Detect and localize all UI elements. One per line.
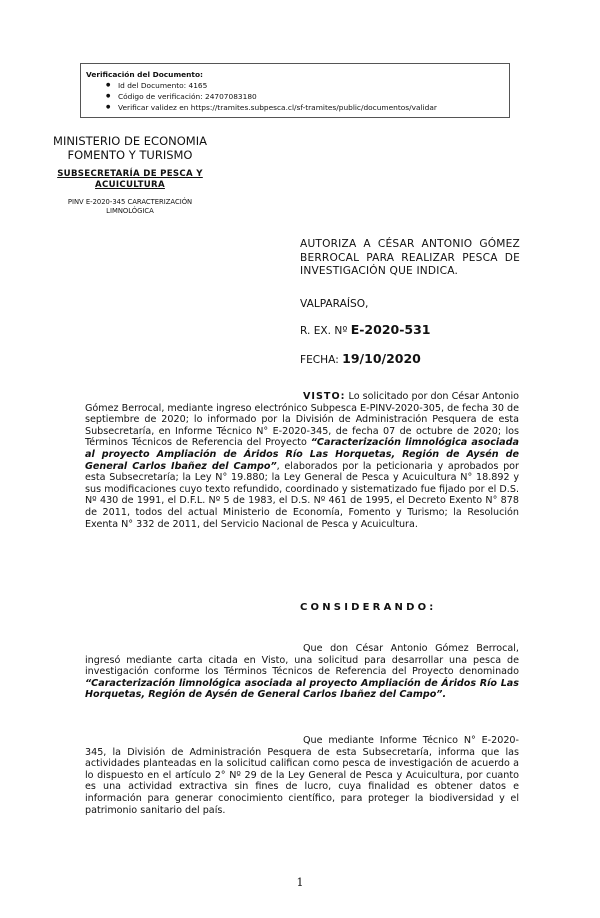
resolution-value: E-2020-531 [350, 322, 431, 337]
verification-url: ● Verificar validez en https://tramites.subpesca.cl/sf-tramites/public/documentos/validar [118, 102, 509, 113]
para2-text: Que mediante Informe Técnico N° E-2020-345, la División de Administración Pesquera de esta Subsecretaría, informa que las actividades planteadas en la solicitud califican como pesca de investigación de acuerdo a lo dispuesto en el artículo 2° Nº 29 de la Ley General de Pesca y Acuicultura, por cuanto es una actividad extractiva sin fines de lucro, cuya finalidad es obtener datos e información para generar conocimiento científico, para proteger la biodiversidad y el patrimonio sanitario del país. [85, 735, 519, 816]
visto-project-name: “Caracterización limnológica asociada al proyecto Ampliación de Áridos Río Las Horquetas, Región de Aysén de General Carlos Ibañez del Campo” [85, 437, 519, 472]
visto-section [85, 391, 519, 530]
verification-id: ● Id del Documento: 4165 [118, 80, 509, 91]
para1-text-a: Que don César Antonio Gómez Berrocal, ingresó mediante carta citada en Visto, una solicitud para desarrollar una pesca de investigación conforme los Términos Técnicos de Referencia del Proyecto denominado [85, 643, 519, 678]
para1-project-name: “Caracterización limnológica asociada al proyecto Ampliación de Áridos Río Las Horquetas, Región de Aysén de General Carlos Ibañez del Campo”. [85, 677, 519, 701]
resolution-label: R. EX. Nº [300, 325, 348, 337]
considerando-heading: CONSIDERANDO: [300, 602, 437, 613]
visto-text-a: Lo solicitado por don César Antonio Gómez Berrocal, mediante ingreso electrónico Subpesca E-PINV-2020-305, de fecha 30 de septiembre de 2020; lo informado por la División de Administración Pesquera de esta Subsecretaría, en Informe Técnico N° E-2020-345, de fecha 07 de octubre de 2020; los Términos Técnicos de Referencia del Proyecto [85, 391, 519, 449]
ministry-line-2: FOMENTO Y TURISMO [67, 148, 193, 162]
considerando-paragraph-1 [85, 643, 519, 701]
page-number: 1 [296, 876, 304, 889]
verification-box [80, 63, 510, 118]
verification-code: ● Código de verificación: 24707083180 [118, 91, 509, 102]
verification-list [86, 80, 509, 113]
document-title: AUTORIZA A CÉSAR ANTONIO GÓMEZ BERROCAL PARA REALIZAR PESCA DE INVESTIGACIÓN QUE INDICA. [300, 238, 520, 277]
ministry-name [0, 134, 260, 162]
resolution-number [300, 322, 431, 337]
subsecretaria-name [0, 169, 260, 191]
date-value: 19/10/2020 [342, 351, 421, 366]
subsecretaria-line-1: SUBSECRETARÍA DE PESCA Y [57, 169, 203, 179]
place: VALPARAÍSO, [300, 298, 369, 310]
visto-text-b: , elaborados por la peticionaria y aprobados por esta Subsecretaría; la Ley N° 19.880; la Ley General de Pesca y Acuicultura N° 18.892 y sus modificaciones cuyo texto refundido, coordinado y sistematizado fue fijado por el D.S. Nº 430 de 1991, el D.F.L. Nº 5 de 1983, el D.S. Nº 461 de 1995, el Decreto Exento N° 878 de 2011, todos del actual Ministerio de Economía, Fomento y Turismo; la Resolución Exenta N° 332 de 2011, del Servicio Nacional de Pesca y Acuicultura. [85, 460, 519, 530]
considerando-paragraph-2 [85, 735, 519, 816]
date-label: FECHA: [300, 354, 339, 366]
pinv-line-2: LIMNOLÓGICA [106, 207, 154, 215]
pinv-line-1: PINV E-2020-345 CARACTERIZACIÓN [67, 198, 193, 206]
pinv-reference [0, 198, 260, 216]
subsecretaria-line-2: ACUICULTURA [95, 180, 165, 190]
visto-label: VISTO: [303, 391, 346, 402]
resolution-date [300, 351, 421, 366]
verification-title: Verificación del Documento: [86, 70, 203, 79]
ministry-line-1: MINISTERIO DE ECONOMIA [53, 134, 207, 148]
